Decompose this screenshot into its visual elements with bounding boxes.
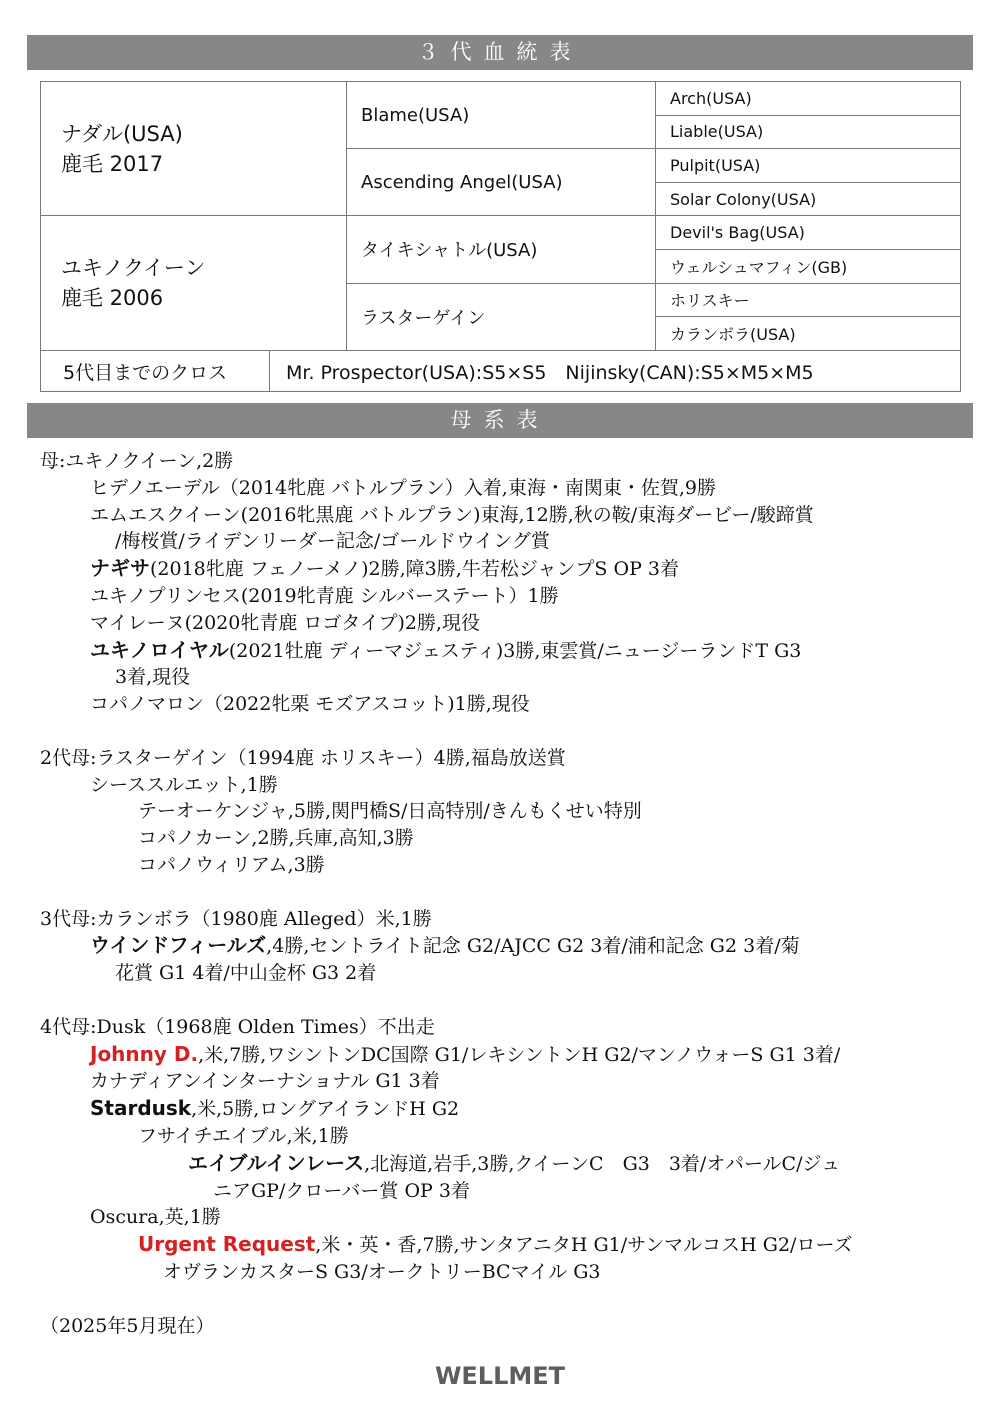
second-dam-foal: シーススルエット,1勝 [90,773,278,796]
sire-info: 鹿毛 2017 [61,151,164,176]
sire-dam-sire: Pulpit(USA) [656,149,961,183]
horse-name-johnny-d: Johnny D. [90,1041,199,1066]
dam-dam: ラスターゲイン [347,283,656,350]
dam-foal-2-cont: /梅桜賞/ライデンリーダー記念/ゴールドウイング賞 [115,530,550,553]
dam-foal-7: コパノマロン（2022牝栗 モズアスコット)1勝,現役 [90,693,530,716]
urgent-line-cont: オヴランカスターS G3/オークトリーBCマイル G3 [163,1260,601,1283]
able-line: エイブルインレース,北海道,岩手,3勝,クイーンC G3 3着/オパールC/ジュ [188,1150,841,1175]
dam-dam-dam: カランボラ(USA) [656,317,961,351]
dam-foal-1: ヒデノエーデル（2014牝鹿 バトルプラン）入着,東海・南関東・佐賀,9勝 [90,476,716,499]
pedigree-table [40,81,961,351]
third-dam-foal-cont: 花賞 G1 4着/中山金杯 G3 2着 [115,962,377,985]
dam-foal-5: マイレーヌ(2020牝青鹿 ロゴタイプ)2勝,現役 [90,611,481,634]
sire-dam-dam: Solar Colony(USA) [656,182,961,216]
sire-sire: Blame(USA) [347,82,656,149]
dam-sire-sire: Devil's Bag(USA) [656,216,961,250]
wellmet-logo: WELLMET [434,1362,566,1390]
sire-name: ナダル(USA) [61,121,183,146]
second-dam-grand-3: コパノウィリアム,3勝 [138,853,325,876]
third-dam-foal: ウインドフィールズ,4勝,セントライト記念 G2/AJCC G2 3着/浦和記念 G2 3着/菊 [90,933,800,958]
second-dam-grand-2: コパノカーン,2勝,兵庫,高知,3勝 [138,827,414,850]
dam-info: 鹿毛 2006 [61,286,164,311]
dam-dam-sire: ホリスキー [656,283,961,317]
family-table [40,448,965,1339]
horse-name-yukino-royal: ユキノロイヤル [90,637,229,662]
second-dam-line: 2代母:ラスターゲイン（1994鹿 ホリスキー）4勝,福島放送賞 [40,746,566,769]
cross-value: Mr. Prospector(USA):S5×S5 Nijinsky(CAN):S5×M5×M5 [270,351,961,392]
cross-table [40,350,961,392]
johnny-line: Johnny D.,米,7勝,ワシントンDC国際 G1/レキシントンH G2/マンノウォーS G1 3着/ [90,1041,841,1066]
family-banner: 母系表 [27,403,973,438]
dam-foal-4: ユキノプリンセス(2019牝青鹿 シルバーステート）1勝 [90,584,559,607]
sire-sire-sire: Arch(USA) [656,82,961,116]
johnny-line-cont: カナディアンインターナショナル G1 3着 [90,1070,440,1093]
dam-foal-2: エムエスクイーン(2016牝黒鹿 バトルプラン)東海,12勝,秋の鞍/東海ダービー/駿蹄賞 [90,503,814,526]
fusaichi-line: フサイチエイブル,米,1勝 [138,1124,349,1147]
dam-name: ユキノクイーン [61,256,206,281]
dam-sire: タイキシャトル(USA) [347,216,656,283]
horse-name-wind-fields: ウインドフィールズ [90,933,267,958]
sire-sire-dam: Liable(USA) [656,115,961,149]
cross-label: 5代目までのクロス [41,351,270,392]
horse-name-urgent-request: Urgent Request [138,1232,316,1257]
fourth-dam-line: 4代母:Dusk（1968鹿 Olden Times）不出走 [40,1015,435,1038]
urgent-line: Urgent Request,米・英・香,7勝,サンタアニタH G1/サンマルコスH G2/ローズ [138,1232,853,1257]
able-line-cont: ニアGP/クローバー賞 OP 3着 [213,1179,470,1202]
third-dam-line: 3代母:カランボラ（1980鹿 Alleged）米,1勝 [40,907,432,930]
second-dam-grand-1: テーオーケンジャ,5勝,関門橋S/日高特別/きんもくせい特別 [138,800,642,823]
horse-name-stardusk: Stardusk [90,1096,192,1121]
dam-sire-dam: ウェルシュマフィン(GB) [656,249,961,283]
dam-foal-3: ナギサ(2018牝鹿 フェノーメノ)2勝,障3勝,牛若松ジャンプS OP 3着 [90,556,679,581]
horse-name-able-in-lace: エイブルインレース [188,1150,365,1175]
pedigree-banner: ３代血統表 [27,35,973,70]
as-of-date: （2025年5月現在） [40,1314,215,1337]
dam-foal-6-cont: 3着,現役 [115,666,191,689]
dam-line: 母:ユキノクイーン,2勝 [40,450,234,472]
dam-foal-6: ユキノロイヤル(2021牡鹿 ディーマジェスティ)3勝,東雲賞/ニュージーランドT G3 [90,637,802,662]
oscura-line: Oscura,英,1勝 [90,1206,221,1229]
dam-cell [41,216,347,350]
horse-name-nagisa: ナギサ [90,556,150,581]
sire-dam: Ascending Angel(USA) [347,149,656,216]
stardusk-line: Stardusk,米,5勝,ロングアイランドH G2 [90,1096,460,1121]
sire-cell [41,82,347,216]
